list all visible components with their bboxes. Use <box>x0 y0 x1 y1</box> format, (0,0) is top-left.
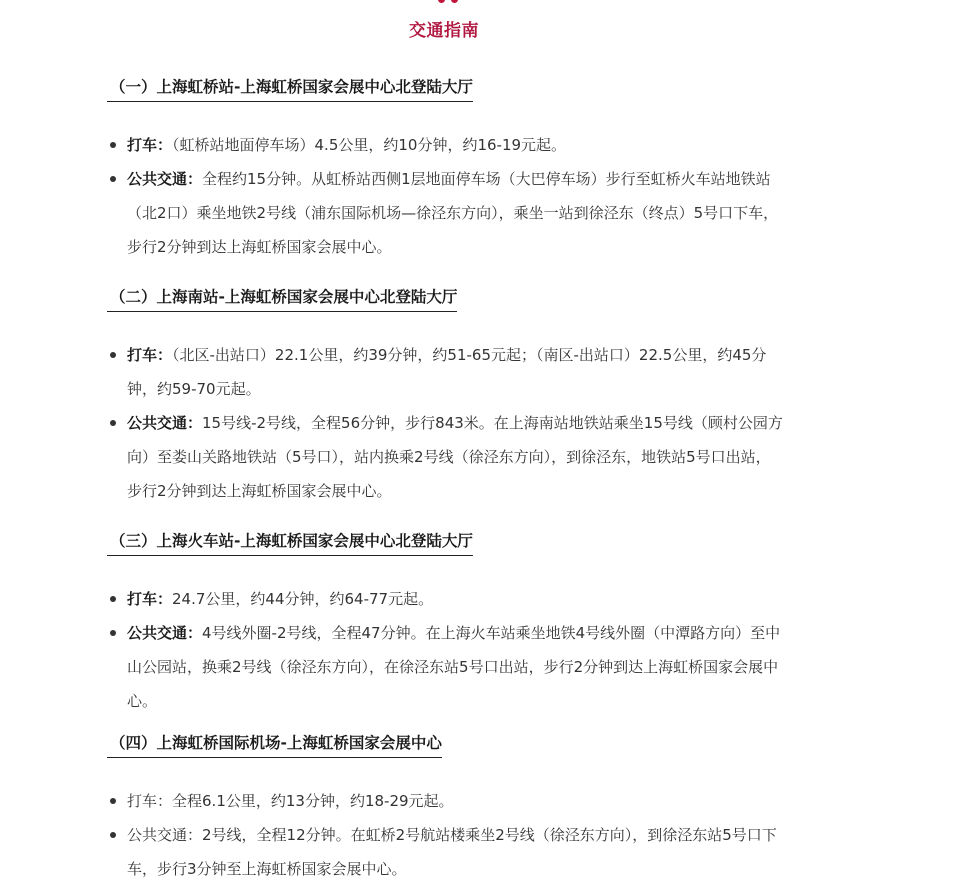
route-list <box>107 784 807 886</box>
bullet-icon <box>110 420 116 426</box>
item-label: 公共交通： <box>127 414 203 432</box>
item-text: 全程6.1公里，约13分钟，约18-29元起。 <box>172 792 454 810</box>
item-text: （虹桥站地面停车场）4.5公里，约10分钟，约16-19元起。 <box>172 136 567 154</box>
bullet-icon <box>110 832 116 838</box>
section-shanghai-railway-station <box>107 530 807 718</box>
item-text: 24.7公里，约44分钟，约64-77元起。 <box>172 590 434 608</box>
bullet-icon <box>110 596 116 602</box>
item-label: 打车： <box>127 590 173 608</box>
section-hongqiao-airport <box>107 732 807 886</box>
list-item <box>107 582 785 616</box>
list-item <box>107 128 785 162</box>
item-label: 公共交通： <box>127 826 203 844</box>
list-item <box>107 784 785 818</box>
item-label: 公共交通： <box>127 624 203 642</box>
section-heading: （四）上海虹桥国际机场-上海虹桥国家会展中心 <box>107 732 442 758</box>
section-heading: （二）上海南站-上海虹桥国家会展中心北登陆大厅 <box>107 286 457 312</box>
route-list <box>107 338 807 508</box>
item-text: （北区-出站口）22.1公里，约39分钟，约51-65元起；（南区-出站口）22.5公里，约45分钟，约59-70元起。 <box>127 346 767 398</box>
item-label: 打车： <box>127 792 173 810</box>
bullet-icon <box>110 142 116 148</box>
title-decoration <box>436 0 460 4</box>
item-text: 4号线外圈-2号线，全程47分钟。在上海火车站乘坐地铁4号线外圈（中潭路方向）至中山公园站，换乘2号线（徐泾东方向），在徐泾东站5号口出站，步行2分钟到达上海虹桥国家会展中心。 <box>127 624 781 710</box>
item-label: 公共交通： <box>127 170 203 188</box>
decoration-dot <box>438 0 445 3</box>
section-shanghai-south-station <box>107 286 807 508</box>
page-title: 交通指南 <box>409 21 479 41</box>
item-text: 15号线-2号线，全程56分钟，步行843米。在上海南站地铁站乘坐15号线（顾村公园方向）至娄山关路地铁站（5号口），站内换乘2号线（徐泾东方向），到徐泾东，地铁站5号口出站，步行2分钟到达上海虹桥国家会展中心。 <box>127 414 783 500</box>
bullet-icon <box>110 630 116 636</box>
section-heading: （一）上海虹桥站-上海虹桥国家会展中心北登陆大厅 <box>107 76 473 102</box>
list-item <box>107 338 785 406</box>
section-hongqiao-station <box>107 76 807 264</box>
bullet-icon <box>110 798 116 804</box>
route-list <box>107 128 807 264</box>
list-item <box>107 406 785 508</box>
bullet-icon <box>110 352 116 358</box>
route-list <box>107 582 807 718</box>
item-label: 打车： <box>127 346 173 364</box>
item-label: 打车： <box>127 136 173 154</box>
item-text: 全程约15分钟。从虹桥站西侧1层地面停车场（大巴停车场）步行至虹桥火车站地铁站（北2口）乘坐地铁2号线（浦东国际机场—徐泾东方向），乘坐一站到徐泾东（终点）5号口下车，步行2分钟到达上海虹桥国家会展中心。 <box>127 170 779 256</box>
list-item <box>107 818 785 886</box>
item-text: 2号线，全程12分钟。在虹桥2号航站楼乘坐2号线（徐泾东方向），到徐泾东站5号口下车，步行3分钟至上海虹桥国家会展中心。 <box>127 826 777 878</box>
bullet-icon <box>110 176 116 182</box>
list-item <box>107 162 785 264</box>
list-item <box>107 616 785 718</box>
section-heading: （三）上海火车站-上海虹桥国家会展中心北登陆大厅 <box>107 530 473 556</box>
decoration-dot <box>451 0 458 3</box>
